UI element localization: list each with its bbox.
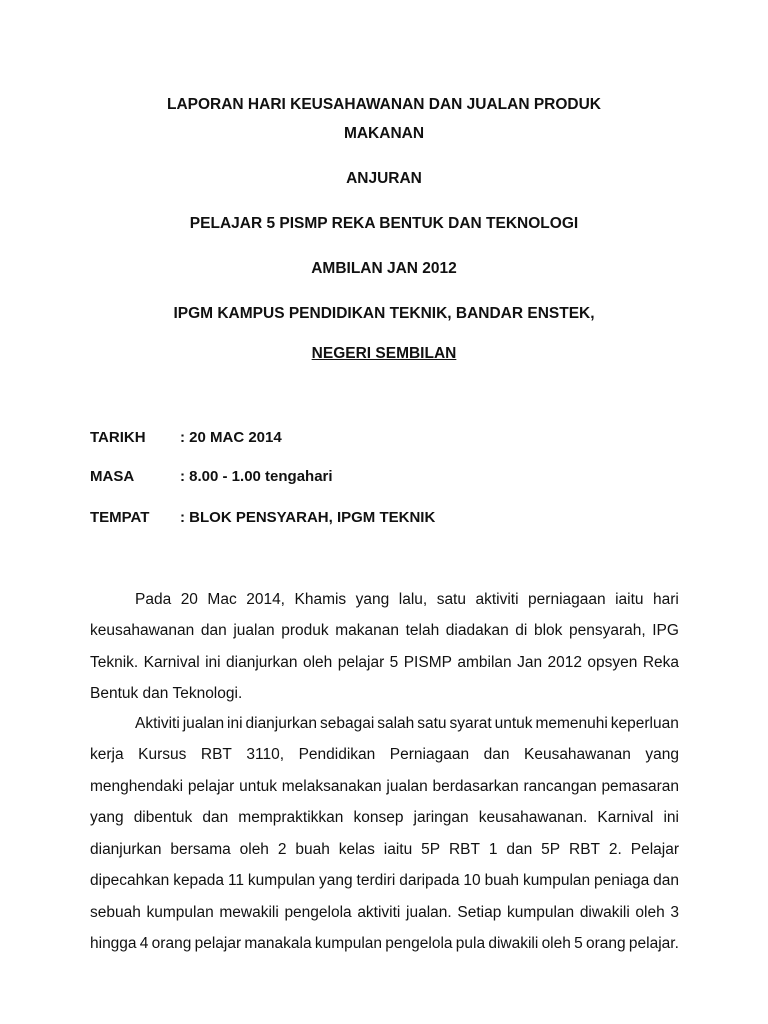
- state-heading: [0, 344, 768, 364]
- date-value: : 20 MAC 2014: [180, 429, 282, 446]
- organizer-heading: PELAJAR 5 PISMP REKA BENTUK DAN TEKNOLOGI: [189, 215, 579, 232]
- anjuran-heading: ANJURAN: [346, 170, 422, 187]
- report-title-line-2: MAKANAN: [343, 125, 425, 142]
- venue-value: : BLOK PENSYARAH, IPGM TEKNIK: [180, 509, 436, 526]
- date-label: TARIKH: [90, 429, 146, 446]
- paragraph-line: Pada 20 Mac 2014, Khamis yang lalu, satu aktiviti perniagaan iaitu hari: [135, 591, 679, 608]
- paragraph-line: sebuah kumpulan mewakili pengelola aktiviti jualan. Setiap kumpulan diwakili oleh 3: [90, 904, 679, 921]
- institution-heading: IPGM KAMPUS PENDIDIKAN TEKNIK, BANDAR ENSTEK,: [173, 305, 595, 322]
- paragraph-line: menghendaki pelajar untuk melaksanakan jualan berdasarkan rancangan pemasaran: [90, 778, 679, 795]
- paragraph-line: hingga 4 orang pelajar manakala kumpulan pengelola pula diwakili oleh 5 orang pelajar.: [90, 935, 679, 952]
- time-value: : 8.00 - 1.00 tengahari: [180, 468, 333, 485]
- paragraph-line: Aktiviti jualan ini dianjurkan sebagai salah satu syarat untuk memenuhi keperluan: [135, 715, 679, 732]
- state-heading-text: NEGERI SEMBILAN: [311, 345, 457, 362]
- paragraph-line: yang dibentuk dan mempraktikkan konsep jaringan keusahawanan. Karnival ini: [90, 809, 679, 826]
- time-label: MASA: [90, 468, 135, 485]
- intake-heading: AMBILAN JAN 2012: [311, 260, 457, 277]
- paragraph-line: Teknik. Karnival ini dianjurkan oleh pelajar 5 PISMP ambilan Jan 2012 opsyen Reka: [90, 654, 679, 671]
- paragraph-line: dipecahkan kepada 11 kumpulan yang terdiri daripada 10 buah kumpulan peniaga dan: [90, 872, 679, 889]
- report-title-line-1: LAPORAN HARI KEUSAHAWANAN DAN JUALAN PRODUK: [166, 96, 601, 113]
- venue-label: TEMPAT: [90, 509, 150, 526]
- paragraph-line: kerja Kursus RBT 3110, Pendidikan Perniagaan dan Keusahawanan yang: [90, 746, 679, 763]
- paragraph-line: keusahawanan dan jualan produk makanan telah diadakan di blok pensyarah, IPG: [90, 622, 679, 639]
- paragraph-line: Bentuk dan Teknologi.: [90, 685, 243, 702]
- paragraph-line: dianjurkan bersama oleh 2 buah kelas iaitu 5P RBT 1 dan 5P RBT 2. Pelajar: [90, 841, 679, 858]
